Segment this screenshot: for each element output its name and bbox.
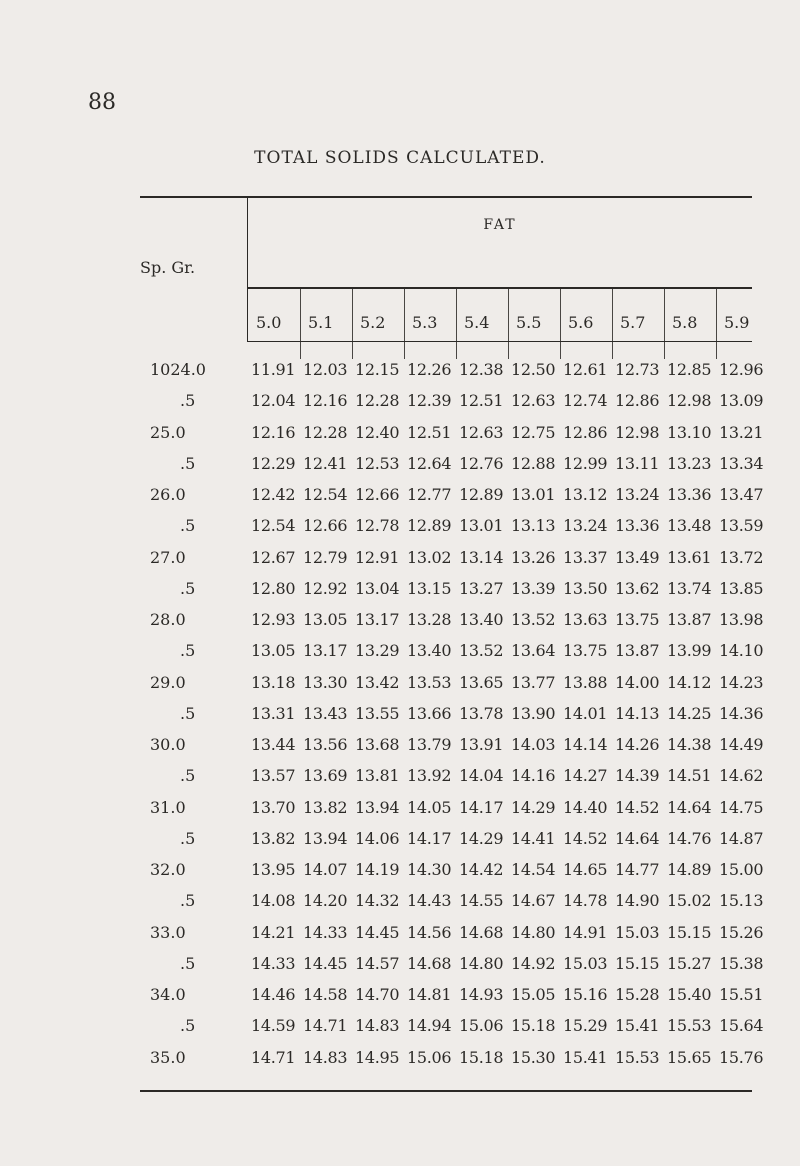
table-cell: 13.18 bbox=[251, 672, 296, 692]
table-cell: 12.63 bbox=[459, 422, 504, 442]
table-cell: 12.85 bbox=[667, 360, 712, 379]
table-cell: 14.56 bbox=[407, 922, 452, 942]
table-cell: 12.40 bbox=[355, 422, 400, 442]
table-cell: 12.79 bbox=[303, 547, 348, 567]
table-cell: 12.73 bbox=[615, 360, 660, 379]
table-cell: 15.30 bbox=[511, 1047, 556, 1067]
table-cell: 14.19 bbox=[355, 860, 400, 879]
table-cell: 12.86 bbox=[563, 422, 608, 442]
table-cell: 13.90 bbox=[511, 703, 556, 723]
table-cell: 14.81 bbox=[407, 985, 452, 1004]
table-cell: 12.50 bbox=[511, 360, 556, 379]
table-cell: 13.61 bbox=[667, 547, 712, 567]
table-cell: 13.40 bbox=[407, 641, 452, 661]
table-cell: 14.23 bbox=[719, 672, 764, 692]
table-cell: 12.03 bbox=[303, 360, 348, 379]
table-cell: 12.26 bbox=[407, 360, 452, 379]
table-cell: 14.16 bbox=[511, 766, 556, 786]
table-cell: 13.43 bbox=[303, 703, 348, 723]
table-cell: 12.66 bbox=[303, 516, 348, 536]
table-cell: 14.52 bbox=[615, 797, 660, 817]
table-cell: 15.00 bbox=[719, 860, 764, 879]
table-cell: 13.42 bbox=[355, 672, 400, 692]
table-cell: 13.59 bbox=[719, 516, 764, 536]
table-cell: 14.78 bbox=[563, 891, 608, 911]
table-cell: 14.80 bbox=[459, 953, 504, 973]
row-sp-gr-label: 29.0 bbox=[150, 672, 186, 692]
table-cell: 12.16 bbox=[303, 391, 348, 411]
fat-column-header: 5.2 bbox=[360, 313, 386, 332]
table-cell: 14.25 bbox=[667, 703, 712, 723]
table-cell: 15.18 bbox=[511, 1016, 556, 1036]
table-cell: 12.15 bbox=[355, 360, 400, 379]
table-cell: 14.04 bbox=[459, 766, 504, 786]
table-cell: 12.76 bbox=[459, 453, 504, 473]
table-cell: 12.78 bbox=[355, 516, 400, 536]
table-cell: 13.47 bbox=[719, 485, 764, 504]
table-cell: 13.64 bbox=[511, 641, 556, 661]
table-cell: 13.13 bbox=[511, 516, 556, 536]
table-cell: 14.29 bbox=[459, 828, 504, 848]
table-cell: 14.13 bbox=[615, 703, 660, 723]
table-cell: 14.38 bbox=[667, 735, 712, 754]
table-cell: 15.40 bbox=[667, 985, 712, 1004]
table-cell: 15.65 bbox=[667, 1047, 712, 1067]
table-cell: 12.98 bbox=[667, 391, 712, 411]
column-divider bbox=[456, 289, 457, 359]
table-cell: 12.96 bbox=[719, 360, 764, 379]
row-sp-gr-label: .5 bbox=[180, 578, 196, 598]
table-cell: 14.32 bbox=[355, 891, 400, 911]
table-cell: 13.77 bbox=[511, 672, 556, 692]
table-cell: 13.26 bbox=[511, 547, 556, 567]
table-cell: 12.38 bbox=[459, 360, 504, 379]
table-cell: 14.45 bbox=[355, 922, 400, 942]
table-cell: 13.69 bbox=[303, 766, 348, 786]
table-cell: 11.91 bbox=[251, 360, 296, 379]
table-cell: 13.78 bbox=[459, 703, 504, 723]
table-cell: 14.65 bbox=[563, 860, 608, 879]
table-cell: 14.10 bbox=[719, 641, 764, 661]
table-cell: 14.55 bbox=[459, 891, 504, 911]
row-sp-gr-label: .5 bbox=[180, 391, 196, 411]
table-cell: 14.01 bbox=[563, 703, 608, 723]
row-sp-gr-label: 32.0 bbox=[150, 860, 186, 879]
table-cell: 12.67 bbox=[251, 547, 296, 567]
table-cell: 12.80 bbox=[251, 578, 296, 598]
table-cell: 12.51 bbox=[407, 422, 452, 442]
table-cell: 14.64 bbox=[615, 828, 660, 848]
row-sp-gr-label: .5 bbox=[180, 453, 196, 473]
table-cell: 12.51 bbox=[459, 391, 504, 411]
table-cell: 14.45 bbox=[303, 953, 348, 973]
table-cell: 14.17 bbox=[407, 828, 452, 848]
table-cell: 12.63 bbox=[511, 391, 556, 411]
table-cell: 12.29 bbox=[251, 453, 296, 473]
table-cell: 13.17 bbox=[355, 610, 400, 629]
table-cell: 13.31 bbox=[251, 703, 296, 723]
table-cell: 15.03 bbox=[615, 922, 660, 942]
row-sp-gr-label: .5 bbox=[180, 641, 196, 661]
table-cell: 13.94 bbox=[355, 797, 400, 817]
table-cell: 14.26 bbox=[615, 735, 660, 754]
table-cell: 13.79 bbox=[407, 735, 452, 754]
row-sp-gr-label: .5 bbox=[180, 703, 196, 723]
table-cell: 12.28 bbox=[355, 391, 400, 411]
table-cell: 14.77 bbox=[615, 860, 660, 879]
table-cell: 12.93 bbox=[251, 610, 296, 629]
fat-column-header: 5.3 bbox=[412, 313, 438, 332]
table-cell: 14.75 bbox=[719, 797, 764, 817]
table-cell: 13.62 bbox=[615, 578, 660, 598]
table-cell: 14.95 bbox=[355, 1047, 400, 1067]
table-cell: 13.56 bbox=[303, 735, 348, 754]
table-cell: 13.55 bbox=[355, 703, 400, 723]
table-cell: 12.74 bbox=[563, 391, 608, 411]
table-cell: 14.05 bbox=[407, 797, 452, 817]
table-cell: 14.70 bbox=[355, 985, 400, 1004]
table-cell: 13.50 bbox=[563, 578, 608, 598]
table-cell: 13.52 bbox=[459, 641, 504, 661]
table-cell: 14.54 bbox=[511, 860, 556, 879]
row-sp-gr-label: 30.0 bbox=[150, 735, 186, 754]
table-cell: 14.68 bbox=[407, 953, 452, 973]
table-cell: 15.27 bbox=[667, 953, 712, 973]
table-cell: 13.48 bbox=[667, 516, 712, 536]
table-cell: 13.09 bbox=[719, 391, 764, 411]
column-divider bbox=[612, 289, 613, 359]
table-cell: 13.05 bbox=[251, 641, 296, 661]
table-cell: 14.21 bbox=[251, 922, 296, 942]
table-cell: 13.95 bbox=[251, 860, 296, 879]
table-cell: 14.93 bbox=[459, 985, 504, 1004]
row-sp-gr-label: .5 bbox=[180, 828, 196, 848]
row-sp-gr-label: .5 bbox=[180, 891, 196, 911]
table-cell: 13.74 bbox=[667, 578, 712, 598]
table-cell: 13.70 bbox=[251, 797, 296, 817]
table-cell: 13.21 bbox=[719, 422, 764, 442]
row-sp-gr-label: 27.0 bbox=[150, 547, 186, 567]
table-cell: 12.16 bbox=[251, 422, 296, 442]
table-top-rule bbox=[140, 196, 752, 198]
table-cell: 12.39 bbox=[407, 391, 452, 411]
table-cell: 15.53 bbox=[667, 1016, 712, 1036]
table-cell: 14.00 bbox=[615, 672, 660, 692]
column-divider bbox=[664, 289, 665, 359]
fat-column-header: 5.9 bbox=[724, 313, 750, 332]
fat-column-header: 5.6 bbox=[568, 313, 594, 332]
table-cell: 14.83 bbox=[355, 1016, 400, 1036]
table-cell: 14.46 bbox=[251, 985, 296, 1004]
column-divider bbox=[300, 289, 301, 359]
table-cell: 14.80 bbox=[511, 922, 556, 942]
table-cell: 13.28 bbox=[407, 610, 452, 629]
table-cell: 13.92 bbox=[407, 766, 452, 786]
table-cell: 12.75 bbox=[511, 422, 556, 442]
fat-column-header: 5.5 bbox=[516, 313, 542, 332]
table-cell: 12.28 bbox=[303, 422, 348, 442]
table-cell: 13.49 bbox=[615, 547, 660, 567]
table-cell: 14.14 bbox=[563, 735, 608, 754]
table-cell: 13.36 bbox=[667, 485, 712, 504]
table-cell: 14.83 bbox=[303, 1047, 348, 1067]
table-cell: 14.20 bbox=[303, 891, 348, 911]
table-cell: 14.43 bbox=[407, 891, 452, 911]
table-cell: 13.34 bbox=[719, 453, 764, 473]
table-cell: 13.10 bbox=[667, 422, 712, 442]
table-cell: 14.51 bbox=[667, 766, 712, 786]
table-cell: 13.01 bbox=[511, 485, 556, 504]
table-cell: 14.40 bbox=[563, 797, 608, 817]
table-cell: 13.82 bbox=[303, 797, 348, 817]
table-cell: 14.07 bbox=[303, 860, 348, 879]
column-divider bbox=[404, 289, 405, 359]
table-cell: 13.94 bbox=[303, 828, 348, 848]
table-cell: 15.05 bbox=[511, 985, 556, 1004]
table-cell: 15.41 bbox=[615, 1016, 660, 1036]
table-cell: 13.81 bbox=[355, 766, 400, 786]
table-cell: 14.89 bbox=[667, 860, 712, 879]
table-cell: 14.39 bbox=[615, 766, 660, 786]
table-cell: 13.01 bbox=[459, 516, 504, 536]
table-cell: 13.75 bbox=[563, 641, 608, 661]
table-cell: 12.86 bbox=[615, 391, 660, 411]
row-sp-gr-label: 1024.0 bbox=[150, 360, 206, 379]
table-cell: 13.87 bbox=[667, 610, 712, 629]
row-sp-gr-label: 28.0 bbox=[150, 610, 186, 629]
row-sp-gr-label: .5 bbox=[180, 1016, 196, 1036]
table-cell: 14.92 bbox=[511, 953, 556, 973]
table-cell: 15.41 bbox=[563, 1047, 608, 1067]
table-cell: 13.24 bbox=[563, 516, 608, 536]
table-cell: 13.14 bbox=[459, 547, 504, 567]
table-cell: 14.41 bbox=[511, 828, 556, 848]
table-cell: 13.17 bbox=[303, 641, 348, 661]
table-cell: 12.88 bbox=[511, 453, 556, 473]
table-cell: 14.36 bbox=[719, 703, 764, 723]
table-bottom-rule bbox=[140, 1090, 752, 1092]
table-cell: 12.89 bbox=[407, 516, 452, 536]
table-cell: 15.26 bbox=[719, 922, 764, 942]
table-cell: 14.29 bbox=[511, 797, 556, 817]
table-cell: 14.62 bbox=[719, 766, 764, 786]
row-sp-gr-label: 26.0 bbox=[150, 485, 186, 504]
row-sp-gr-label: .5 bbox=[180, 766, 196, 786]
table-cell: 13.87 bbox=[615, 641, 660, 661]
table-cell: 14.12 bbox=[667, 672, 712, 692]
table-cell: 14.64 bbox=[667, 797, 712, 817]
table-cell: 13.29 bbox=[355, 641, 400, 661]
table-cell: 12.98 bbox=[615, 422, 660, 442]
table-cell: 13.11 bbox=[615, 453, 660, 473]
table-cell: 13.12 bbox=[563, 485, 608, 504]
row-sp-gr-label: 25.0 bbox=[150, 422, 186, 442]
table-cell: 13.65 bbox=[459, 672, 504, 692]
table-cell: 15.13 bbox=[719, 891, 764, 911]
table-cell: 12.61 bbox=[563, 360, 608, 379]
table-cell: 13.98 bbox=[719, 610, 764, 629]
table-cell: 13.30 bbox=[303, 672, 348, 692]
table-cell: 14.52 bbox=[563, 828, 608, 848]
table-cell: 13.24 bbox=[615, 485, 660, 504]
table-cell: 13.72 bbox=[719, 547, 764, 567]
table-cell: 13.66 bbox=[407, 703, 452, 723]
table-cell: 13.91 bbox=[459, 735, 504, 754]
table-cell: 13.63 bbox=[563, 610, 608, 629]
table-cell: 13.82 bbox=[251, 828, 296, 848]
table-cell: 13.15 bbox=[407, 578, 452, 598]
table-cell: 12.54 bbox=[303, 485, 348, 504]
table-cell: 13.27 bbox=[459, 578, 504, 598]
table-cell: 12.89 bbox=[459, 485, 504, 504]
table-cell: 15.15 bbox=[615, 953, 660, 973]
table-cell: 12.66 bbox=[355, 485, 400, 504]
table-cell: 12.99 bbox=[563, 453, 608, 473]
table-cell: 15.51 bbox=[719, 985, 764, 1004]
table-cell: 13.68 bbox=[355, 735, 400, 754]
table-cell: 14.90 bbox=[615, 891, 660, 911]
page-title: TOTAL SOLIDS CALCULATED. bbox=[254, 148, 546, 168]
table-cell: 13.99 bbox=[667, 641, 712, 661]
table-cell: 13.36 bbox=[615, 516, 660, 536]
table-cell: 15.29 bbox=[563, 1016, 608, 1036]
table-cell: 14.08 bbox=[251, 891, 296, 911]
table-cell: 14.58 bbox=[303, 985, 348, 1004]
table-cell: 14.17 bbox=[459, 797, 504, 817]
page-number: 88 bbox=[88, 90, 116, 115]
table-cell: 12.91 bbox=[355, 547, 400, 567]
table-cell: 13.37 bbox=[563, 547, 608, 567]
table-cell: 14.30 bbox=[407, 860, 452, 879]
table-cell: 12.92 bbox=[303, 578, 348, 598]
table-cell: 14.67 bbox=[511, 891, 556, 911]
table-cell: 15.02 bbox=[667, 891, 712, 911]
table-cell: 12.42 bbox=[251, 485, 296, 504]
table-cell: 14.68 bbox=[459, 922, 504, 942]
table-cell: 15.28 bbox=[615, 985, 660, 1004]
group-header: FAT bbox=[483, 217, 517, 233]
table-cell: 14.33 bbox=[251, 953, 296, 973]
table-cell: 13.88 bbox=[563, 672, 608, 692]
table-cell: 15.64 bbox=[719, 1016, 764, 1036]
table-cell: 13.39 bbox=[511, 578, 556, 598]
table-cell: 15.38 bbox=[719, 953, 764, 973]
row-sp-gr-label: .5 bbox=[180, 516, 196, 536]
column-divider bbox=[352, 289, 353, 359]
table-cell: 14.42 bbox=[459, 860, 504, 879]
fat-column-header: 5.8 bbox=[672, 313, 698, 332]
table-cell: 14.87 bbox=[719, 828, 764, 848]
table-cell: 14.27 bbox=[563, 766, 608, 786]
column-divider bbox=[560, 289, 561, 359]
table-cell: 13.85 bbox=[719, 578, 764, 598]
row-sp-gr-label: 33.0 bbox=[150, 922, 186, 942]
header-bottom-rule bbox=[248, 341, 752, 342]
table-cell: 14.91 bbox=[563, 922, 608, 942]
column-divider bbox=[508, 289, 509, 359]
table-cell: 12.04 bbox=[251, 391, 296, 411]
table-cell: 13.75 bbox=[615, 610, 660, 629]
table-cell: 13.40 bbox=[459, 610, 504, 629]
table-cell: 12.41 bbox=[303, 453, 348, 473]
fat-group-rule bbox=[248, 287, 752, 289]
table-cell: 12.53 bbox=[355, 453, 400, 473]
table-cell: 14.06 bbox=[355, 828, 400, 848]
table-cell: 14.49 bbox=[719, 735, 764, 754]
table-cell: 12.54 bbox=[251, 516, 296, 536]
fat-column-header: 5.1 bbox=[308, 313, 334, 332]
table-cell: 13.57 bbox=[251, 766, 296, 786]
row-sp-gr-label: .5 bbox=[180, 953, 196, 973]
table-cell: 13.44 bbox=[251, 735, 296, 754]
stub-header: Sp. Gr. bbox=[140, 258, 196, 277]
table-cell: 12.64 bbox=[407, 453, 452, 473]
table-cell: 15.76 bbox=[719, 1047, 764, 1067]
table-cell: 14.71 bbox=[303, 1016, 348, 1036]
table-cell: 14.33 bbox=[303, 922, 348, 942]
table-cell: 15.06 bbox=[459, 1016, 504, 1036]
column-divider bbox=[716, 289, 717, 359]
table-cell: 15.03 bbox=[563, 953, 608, 973]
row-sp-gr-label: 34.0 bbox=[150, 985, 186, 1004]
table-cell: 14.94 bbox=[407, 1016, 452, 1036]
table-cell: 13.05 bbox=[303, 610, 348, 629]
table-cell: 14.71 bbox=[251, 1047, 296, 1067]
table-cell: 13.53 bbox=[407, 672, 452, 692]
table-cell: 13.23 bbox=[667, 453, 712, 473]
table-cell: 13.04 bbox=[355, 578, 400, 598]
fat-column-header: 5.7 bbox=[620, 313, 646, 332]
table-cell: 15.06 bbox=[407, 1047, 452, 1067]
table-cell: 14.03 bbox=[511, 735, 556, 754]
table-cell: 15.15 bbox=[667, 922, 712, 942]
table-cell: 15.16 bbox=[563, 985, 608, 1004]
row-sp-gr-label: 31.0 bbox=[150, 797, 186, 817]
table-cell: 15.18 bbox=[459, 1047, 504, 1067]
table-cell: 14.57 bbox=[355, 953, 400, 973]
table-cell: 13.52 bbox=[511, 610, 556, 629]
table-cell: 14.76 bbox=[667, 828, 712, 848]
table-cell: 15.53 bbox=[615, 1047, 660, 1067]
table-cell: 14.59 bbox=[251, 1016, 296, 1036]
table-cell: 13.02 bbox=[407, 547, 452, 567]
table-cell: 12.77 bbox=[407, 485, 452, 504]
fat-column-header: 5.4 bbox=[464, 313, 490, 332]
fat-column-header: 5.0 bbox=[256, 313, 282, 332]
row-sp-gr-label: 35.0 bbox=[150, 1047, 186, 1067]
